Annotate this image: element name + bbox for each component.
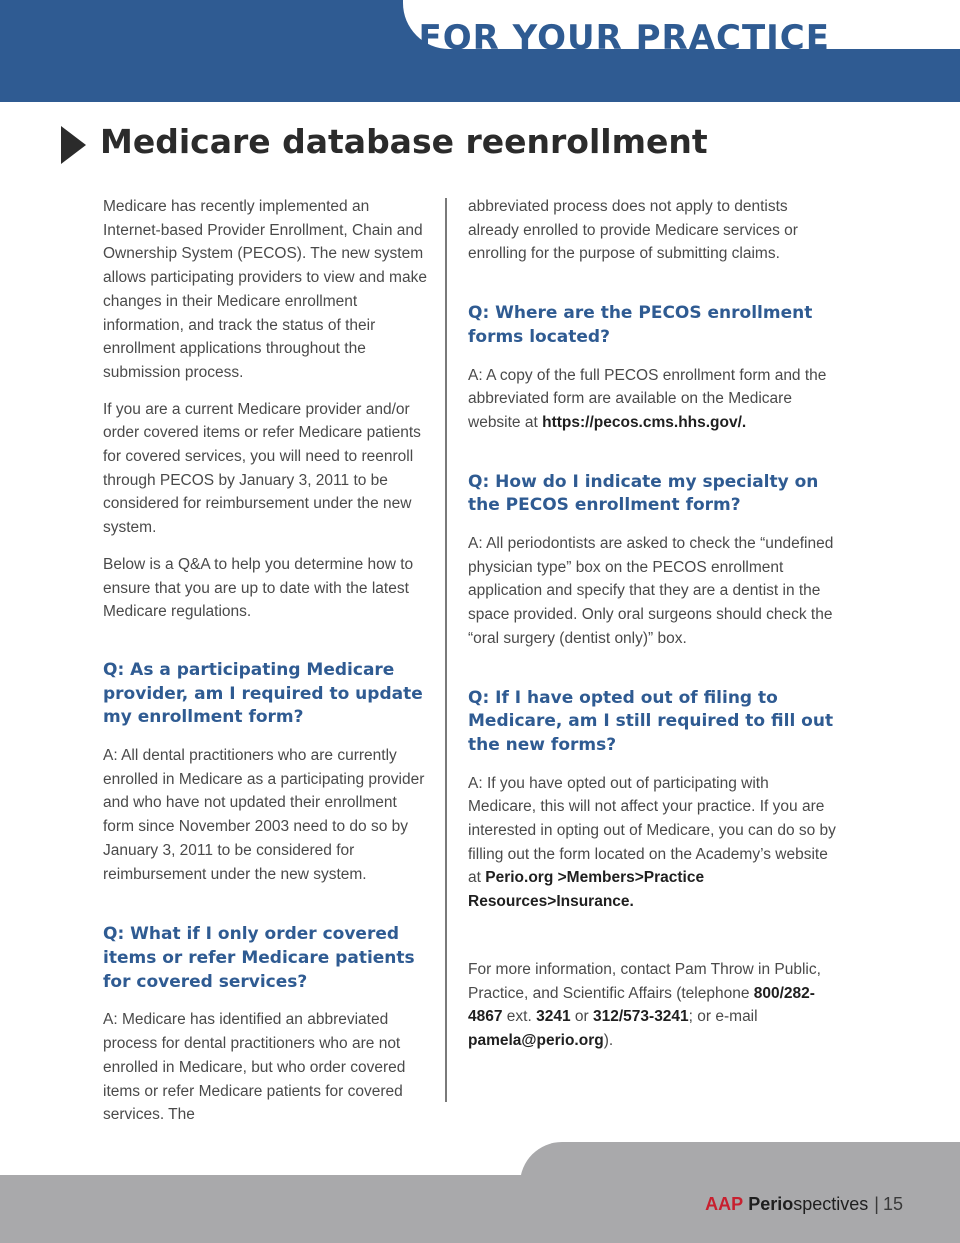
left-column [103,195,431,1127]
intro-paragraph-3: Below is a Q&A to help you determine how to ensure that you are up to date with the latest Medicare regulations. [103,555,414,621]
title-arrow-icon [61,126,86,164]
perio-site-path: >Members>Practice Resources>Insurance. [468,869,705,911]
contact-ext: 3241 [536,1008,571,1026]
perio-site-link[interactable]: Perio.org [485,869,554,887]
answer-4: A: All periodontists are asked to check the “undefined physician type” box on the PECOS enrollment application and specify that they are a dentist in the space provided. Only oral surgeons should check the “oral surgery (dentist only)” box. [468,535,834,647]
page-title: Medicare database reenrollment [100,122,708,161]
question-5: Q: If I have opted out of filing to Medicare, am I still required to fill out the new forms? [468,687,834,755]
page-number: 15 [882,1194,903,1214]
answer-2-part-2: abbreviated process does not apply to dentists already enrolled to provide Medicare services or enrolling for the purpose of submitting claims. [468,198,798,263]
contact-text: For more information, contact Pam Throw in Public, Practice, and Scientific Affairs (telephone [468,960,821,1002]
pecos-url-link[interactable]: https://pecos.cms.hhs.gov/. [542,413,747,431]
contact-paragraph [468,958,840,1053]
section-label: FOR YOUR PRACTICE [418,18,830,58]
intro-paragraph-1: Medicare has recently implemented an Internet-based Provider Enrollment, Chain and Ownership System (PECOS). The new system allows participating providers to view and make changes in their Medicare enrollment information, and track the status of their enrollment applications throughout the submission process. [103,198,427,381]
contact-email-label: ; or e-mail [688,1008,758,1026]
answer-3-text: A: A copy of the full PECOS enrollment form and the abbreviated form are available on the Medicare website at [468,366,827,431]
contact-close: ). [603,1031,614,1049]
contact-phone-2: 312/573-3241 [593,1008,689,1026]
answer-3 [468,364,840,435]
right-column [468,195,840,1053]
question-4: Q: How do I indicate my specialty on the PECOS enrollment form? [468,471,819,516]
question-1: Q: As a participating Medicare provider, am I required to update my enrollment form? [103,659,423,728]
answer-1: A: All dental practitioners who are currently enrolled in Medicare as a participating provider and who have not updated their enrollment form since November 2003 need to do so by January 3, 2011 to be considered for reimbursement under the new system. [103,747,425,883]
question-2: Q: What if I only order covered items or refer Medicare patients for covered services? [103,924,415,992]
brand-aap: AAP [705,1194,744,1214]
answer-2-part-1: A: Medicare has identified an abbreviated process for dental practitioners who are not enrolled in Medicare, but who order covered items or refer Medicare patients for covered services. The [103,1011,406,1124]
contact-ext-label: ext. [506,1008,532,1026]
brand-spectives: spectives [793,1194,869,1214]
brand-perio: Perio [748,1194,794,1214]
contact-email-link[interactable]: pamela@perio.org [468,1031,604,1049]
question-3: Q: Where are the PECOS enrollment forms located? [468,303,813,347]
intro-paragraph-2: If you are a current Medicare provider and/or order covered items or refer Medicare patients for covered services, you will need to reenroll through PECOS by January 3, 2011 to be considered for reimbursement under the new system. [103,400,421,537]
answer-5-text: A: If you have opted out of participating with Medicare, this will not affect your practice. If you are interested in opting out of Medicare, you can do so by filling out the form located on the Academy’s website at [468,774,836,887]
footer-publication [705,1192,903,1216]
footer-separator: | [874,1194,879,1214]
answer-5 [468,772,840,914]
contact-or: or [574,1008,589,1026]
contact-phone: 800/282-4867 [468,984,815,1026]
column-divider [445,198,447,1102]
